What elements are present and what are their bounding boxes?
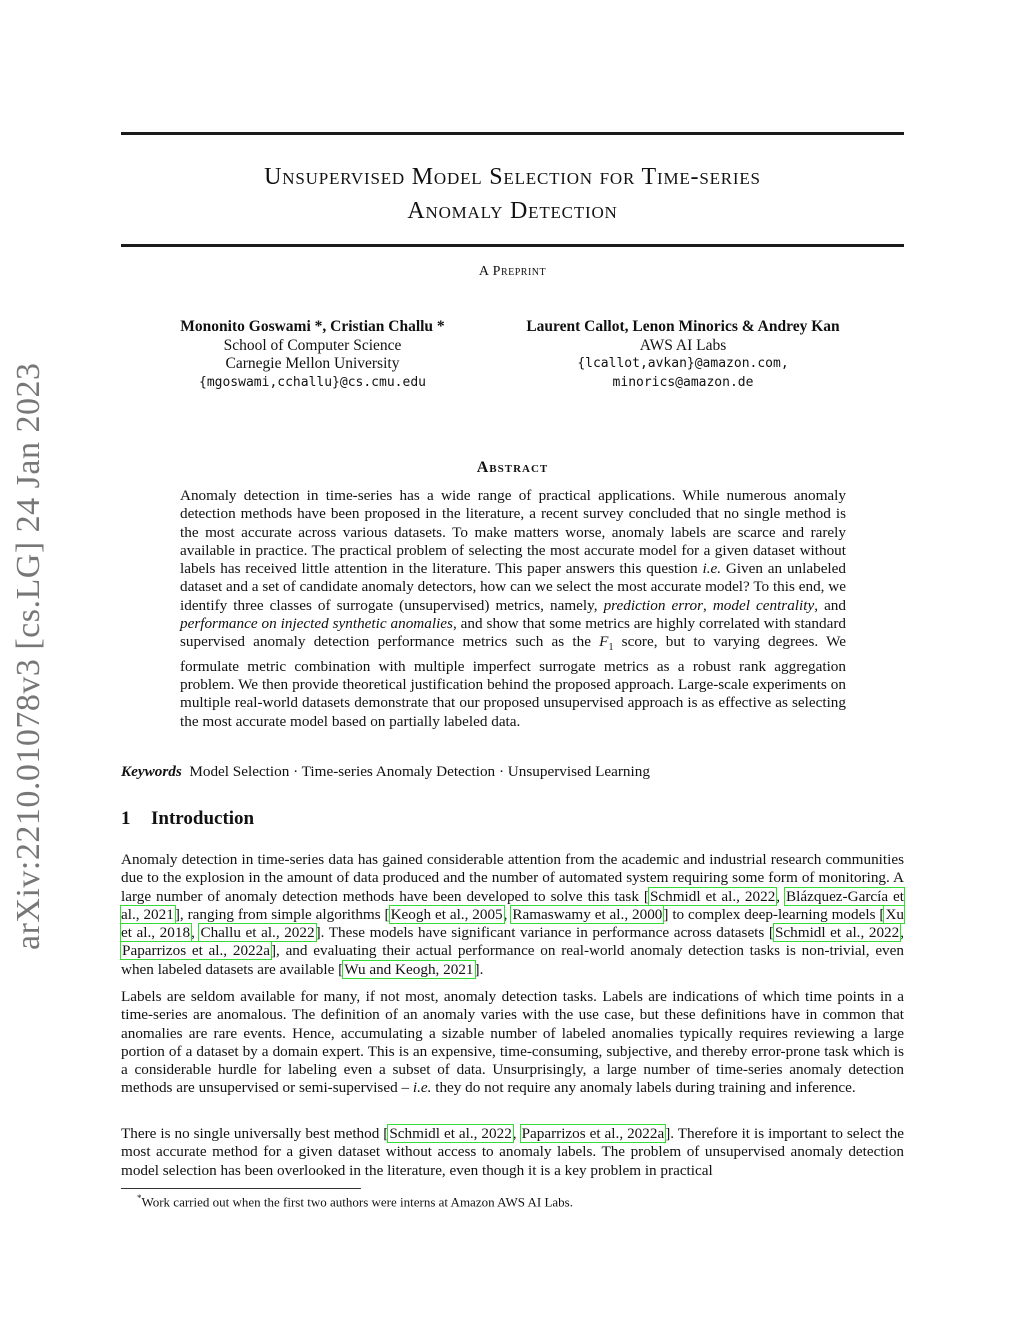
author-email-left: {mgoswami,cchallu}@cs.cmu.edu (199, 374, 426, 390)
title-top-rule (121, 132, 904, 135)
text-segment: , (191, 924, 200, 942)
author-names-left: Mononito Goswami *, Cristian Challu * (180, 318, 445, 335)
citation-link[interactable]: Paparrizos et al., 2022a (521, 1125, 665, 1142)
section-number: 1 (121, 808, 131, 829)
author-email-right-1: {lcallot,avkan}@amazon.com, (577, 356, 789, 371)
footnote-rule (121, 1188, 361, 1189)
citation-link[interactable]: Blázquez-García et al., 2021 (121, 887, 904, 923)
footnote-text: Work carried out when the first two authors were interns at Amazon AWS AI Labs. (141, 1194, 573, 1210)
citation-link[interactable]: Ramaswamy et al., 2000 (512, 905, 663, 923)
title-bottom-rule (121, 244, 904, 247)
text-segment: ]. These models have significant variance in performance across datasets [ (315, 924, 774, 942)
author-names-right: Laurent Callot, Lenon Minorics & Andrey Kan (526, 318, 840, 335)
abstract-separator: , (703, 596, 713, 614)
abstract-segment: Anomaly detection in time-series has a wide range of practical applications. While numerous anomaly detection methods have been proposed in the literature, a recent survey concluded that no single method is the most accurate across various datasets. To make matters worse, anomaly labels are scarce and rarely available in practice. The practical problem of selecting the most accurate model for a given dataset without labels has received little attention in the literature. This paper answers this question (180, 487, 846, 578)
abstract-segment: Given an unlabeled dataset and a set of candidate anomaly detectors, how can we select the most accurate model? To this end, we identify three classes of surrogate (unsupervised) metrics, namely, (180, 560, 846, 614)
text-segment: Labels are seldom available for many, if not most, anomaly detection tasks. Labels are indications of which time points in a time-series are anomalous. The definition of an anomaly varies with the use case, but these definitions have in common that anomalies are rare events. Hence, accumulating a sizable number of labeled anomalies typically requires reviewing a large portion of a dataset by a domain expert. This is an expensive, time-consuming, subjective, and thereby error-prone task which is a considerable hurdle for labeling even a subset of data. Unsurprisingly, a large number of time-series anomaly detection methods are unsupervised or semi-supervised – (121, 988, 904, 1097)
author-email-right-2: minorics@amazon.de (612, 374, 754, 390)
citation-link[interactable]: Xu et al., 2018 (121, 905, 905, 942)
intro-paragraph-2 (121, 988, 904, 1098)
citation-link[interactable]: Wu and Keogh, 2021 (344, 960, 474, 978)
metric-model-centrality: model centrality (712, 596, 815, 614)
abstract-ie: i.e. (702, 560, 722, 578)
text-segment: ], and evaluating their actual performance on real-world anomaly detection tasks is non-trivial, even when labeled datasets are available [ (121, 942, 904, 978)
paper-title-line-2: Anomaly Detection (407, 198, 618, 224)
citation-link[interactable]: Paparrizos et al., 2022a (122, 942, 270, 960)
abstract-segment: score, but to varying degrees. We formulate metric combination with multiple imperfect surrogate metrics as a robust rank aggregation problem. We then provide theoretical justification behind the proposed approach. Large-scale experiments on multiple real-world datasets demonstrate that our proposed unsupervised approach is as effective as selecting the most accurate model based on partially labeled data. (180, 633, 846, 730)
keywords-line (121, 763, 904, 781)
author-block-left (160, 318, 465, 392)
intro-paragraph-1 (121, 851, 904, 979)
paper-title (121, 160, 904, 228)
text-segment: they do not require any anomaly labels during training and inference. (431, 1079, 856, 1097)
abstract-heading: Abstract (476, 459, 549, 476)
author-affiliation-university: Carnegie Mellon University (225, 355, 400, 372)
text-ie: i.e. (412, 1079, 432, 1097)
text-segment: , (512, 1125, 521, 1142)
abstract-segment: , and show that some metrics are highly correlated with standard supervised anomaly detection performance metrics such as the (180, 615, 847, 651)
metric-synthetic-anomalies: performance on injected synthetic anomalies (180, 615, 453, 633)
footnote (137, 1193, 573, 1210)
citation-link[interactable]: Schmidl et al., 2022 (389, 1125, 512, 1142)
paper-title-line-1: Unsupervised Model Selection for Time-series (264, 164, 761, 190)
arxiv-identifier-stamp: arXiv:2210.01078v3 [cs.LG] 24 Jan 2023 (10, 362, 47, 950)
section-title: Introduction (151, 808, 255, 829)
citation-link[interactable]: Challu et al., 2022 (200, 924, 315, 942)
text-segment: Anomaly detection in time-series data has gained considerable attention from the academic and industrial research communities due to the explosion in the amount of data produced and the number of automated system requiring some form of monitoring. A large number of anomaly detection methods have been developed to solve this task [ (121, 851, 904, 905)
preprint-label: A Preprint (478, 264, 547, 279)
intro-paragraph-3 (121, 1125, 904, 1180)
citation-link[interactable]: Keogh et al., 2005 (390, 905, 503, 923)
text-segment: ] to complex deep-learning models [ (663, 905, 885, 923)
citation-link[interactable]: Schmidl et al., 2022 (649, 887, 776, 905)
text-segment: ], ranging from simple algorithms [ (174, 905, 390, 923)
text-segment: , (503, 905, 512, 923)
footnote-mark: * (137, 1193, 142, 1203)
f1-subscript: 1 (608, 642, 614, 654)
keywords-label: Keywords (121, 763, 182, 780)
text-segment: , (776, 887, 786, 905)
author-affiliation-aws: AWS AI Labs (639, 336, 727, 354)
text-segment: ]. (474, 960, 484, 978)
abstract-text (180, 487, 846, 731)
text-segment: ]. Therefore it is important to select the most accurate method for a given dataset without access to anomaly labels. The problem of unsupervised anomaly detection model selection has been overlooked in the literature, even though it is a key problem in practical (121, 1125, 904, 1179)
text-segment: , (900, 924, 905, 942)
section-heading (121, 808, 254, 830)
author-affiliation-school: School of Computer Science (223, 336, 402, 354)
keywords-text: Model Selection · Time-series Anomaly Detection · Unsupervised Learning (189, 763, 650, 780)
abstract-separator: , and (814, 596, 846, 614)
text-segment: There is no single universally best method [ (121, 1125, 389, 1142)
f1-symbol: F (599, 633, 609, 651)
author-block-right (488, 318, 878, 392)
citation-link[interactable]: Schmidl et al., 2022 (774, 924, 900, 942)
metric-prediction-error: prediction error (603, 596, 703, 614)
